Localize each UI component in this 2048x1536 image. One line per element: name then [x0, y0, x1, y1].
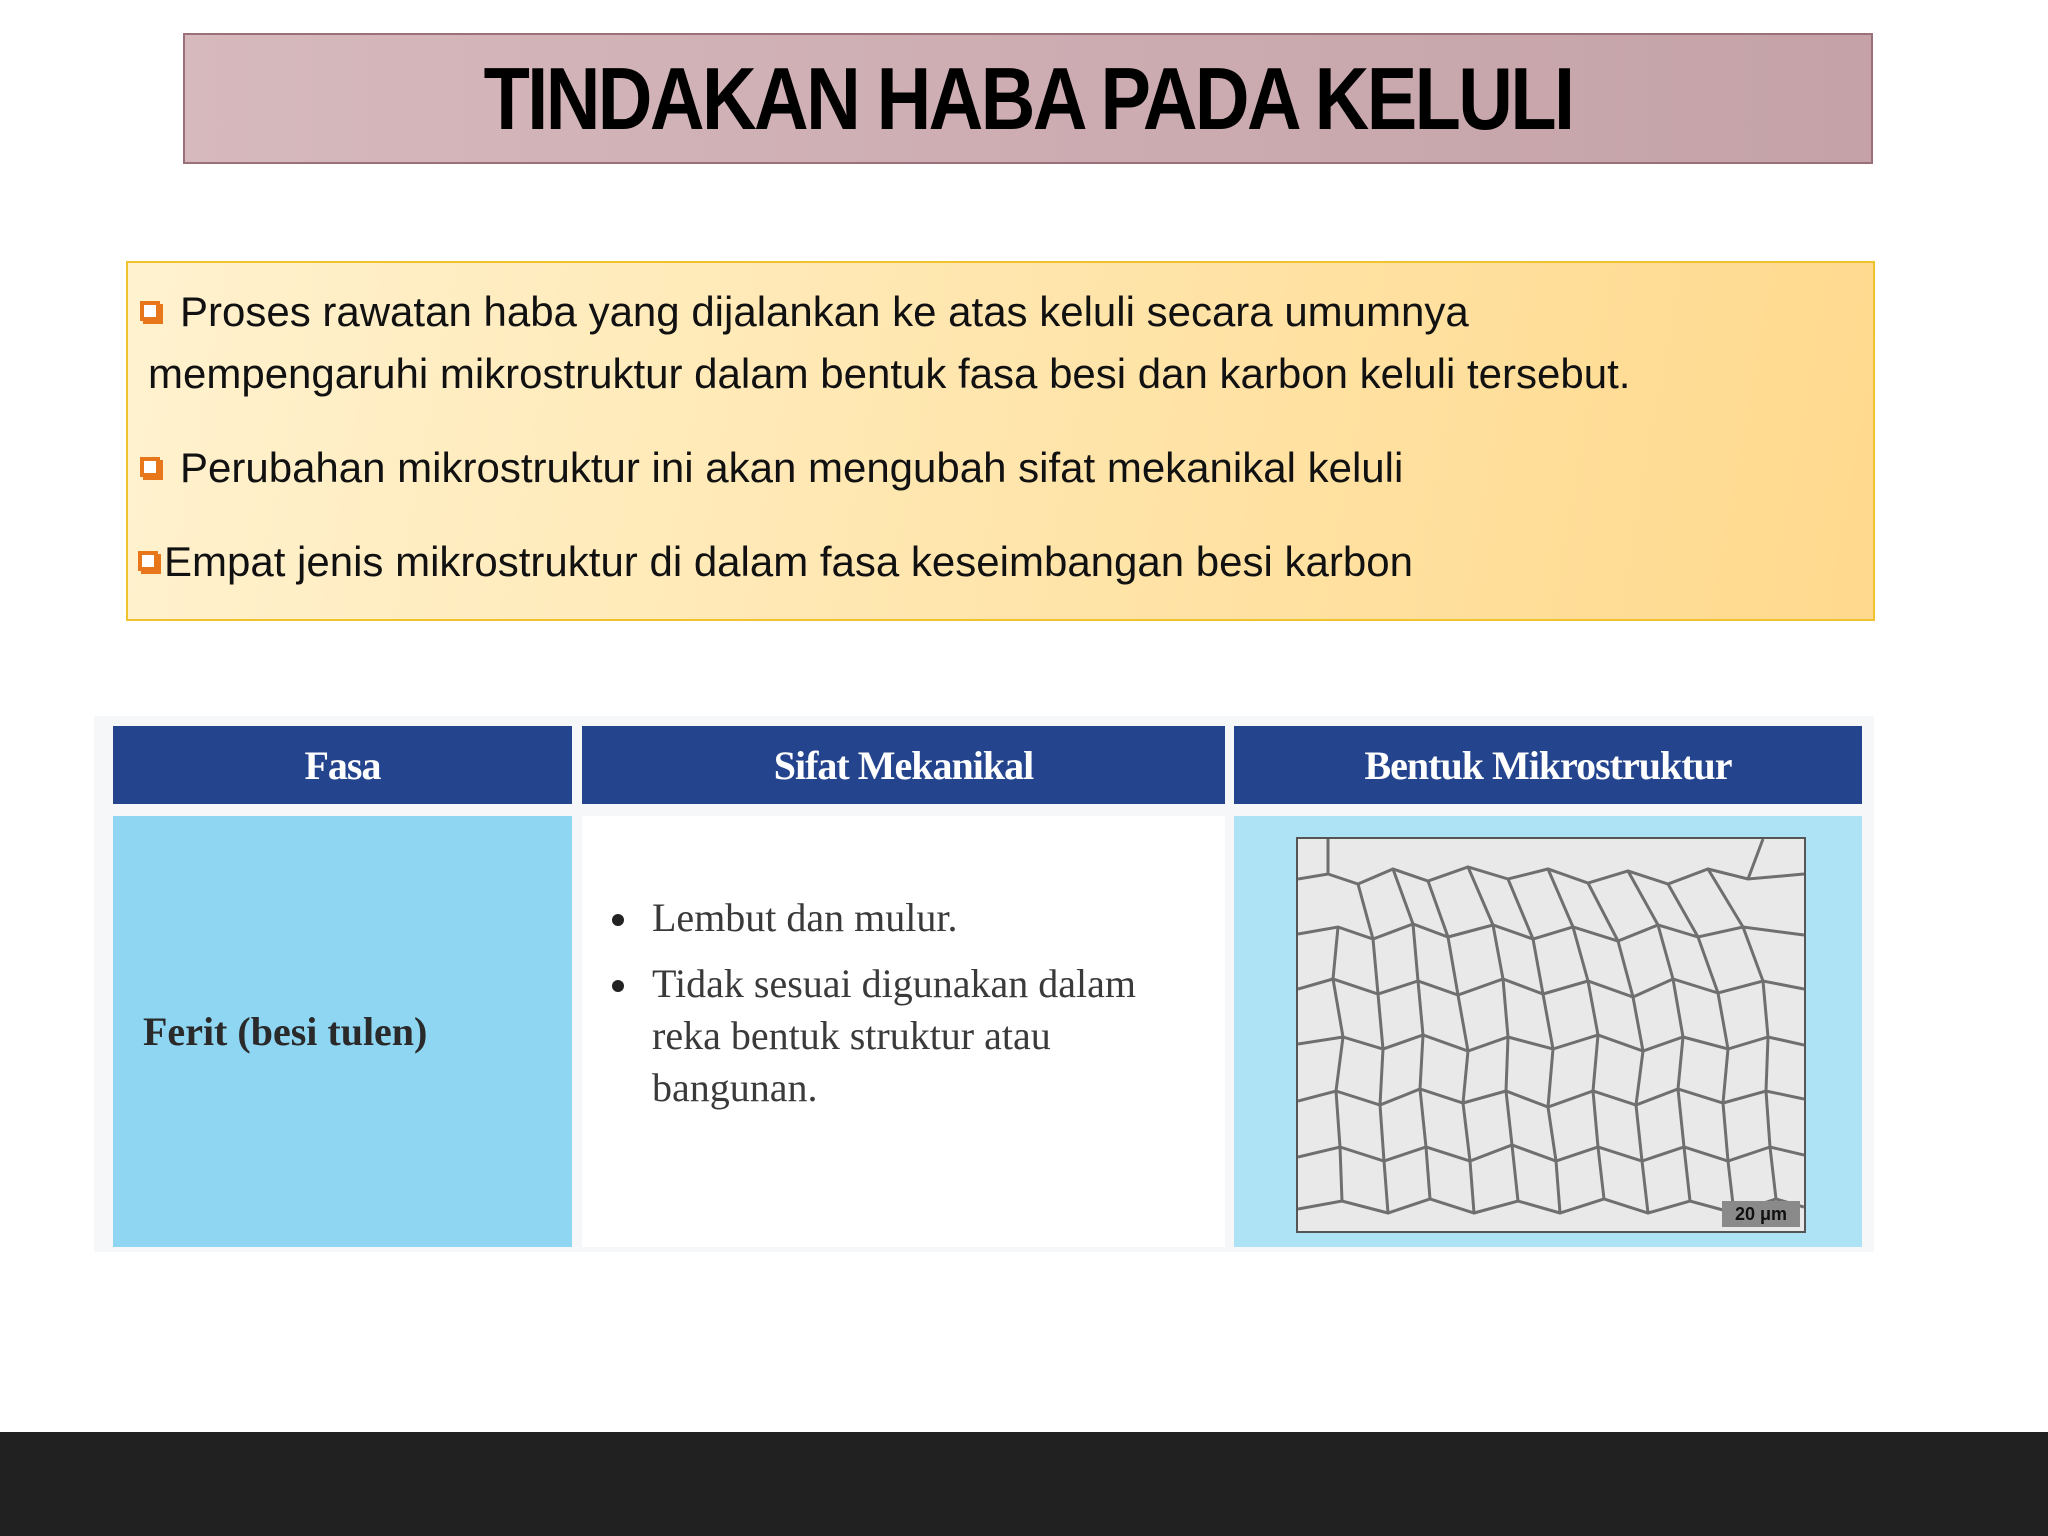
- bullet-panel: [126, 261, 1875, 621]
- bullet-dot-icon: [612, 980, 624, 992]
- list-item: Lembut dan mulur.: [606, 892, 1206, 944]
- table-header-bentuk: Bentuk Mikrostruktur: [1234, 726, 1862, 804]
- grain-boundaries-icon: [1298, 839, 1804, 1231]
- table-header-fasa: Fasa: [113, 726, 572, 804]
- bullet-text-line: Proses rawatan haba yang dijalankan ke atas keluli secara umumnya: [180, 288, 1469, 335]
- bullet-dot-icon: [612, 914, 624, 926]
- microstructure-image: [1296, 837, 1806, 1233]
- checkbox-bullet-icon: [140, 457, 160, 477]
- fasa-name: Ferit (besi tulen): [143, 1009, 428, 1054]
- bullet-item: [134, 281, 1853, 405]
- bullet-text-line: Perubahan mikrostruktur ini akan mengubah sifat mekanikal keluli: [180, 444, 1404, 491]
- checkbox-bullet-icon: [140, 301, 160, 321]
- table-cell-mikrostruktur: [1234, 816, 1862, 1247]
- bullet-item: [134, 437, 1853, 499]
- table-cell-sifat: [582, 816, 1225, 1247]
- bullet-item: [134, 531, 1853, 593]
- checkbox-bullet-icon: [138, 551, 158, 571]
- sifat-list: [606, 892, 1206, 1128]
- list-item: Tidak sesuai digunakan dalam reka bentuk struktur atau bangunan.: [606, 958, 1206, 1114]
- table-cell-fasa: [113, 816, 572, 1247]
- footer-bar: [0, 1432, 2048, 1536]
- bullet-text-line: Empat jenis mikrostruktur di dalam fasa keseimbangan besi karbon: [164, 538, 1413, 585]
- slide-title-box: [183, 33, 1873, 164]
- bullet-text-line: mempengaruhi mikrostruktur dalam bentuk fasa besi dan karbon keluli tersebut.: [148, 350, 1631, 397]
- table-header-sifat: Sifat Mekanikal: [582, 726, 1225, 804]
- microstructure-table: [94, 716, 1874, 1252]
- slide-title: TINDAKAN HABA PADA KELULI: [483, 48, 1573, 148]
- scale-bar-label: 20 μm: [1722, 1201, 1800, 1227]
